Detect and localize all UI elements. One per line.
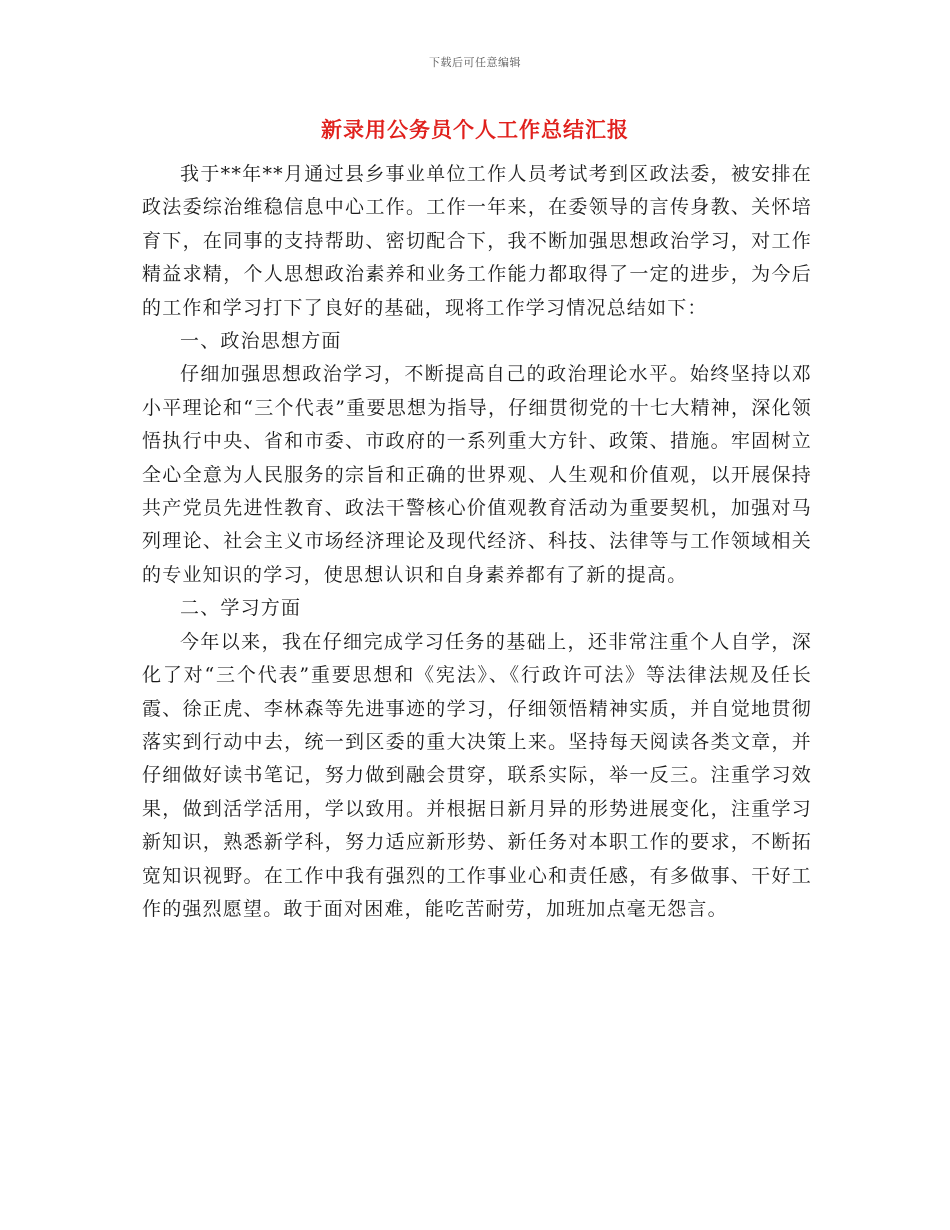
paragraph-intro: 我于**年**月通过县乡事业单位工作人员考试考到区政法委，被安排在政法委综治维稳信息中心工作。工作一年来，在委领导的言传身教、关怀培育下，在同事的支持帮助、密切配合下，我不断加强思想政治学习，对工作精益求精，个人思想政治素养和业务工作能力都取得了一定的进步，为今后的工作和学习打下了良好的基础，现将工作学习情况总结如下：	[142, 163, 812, 319]
section-heading-study: 二、学习方面	[180, 597, 302, 620]
document-body	[142, 158, 812, 926]
section-heading-political: 一、政治思想方面	[180, 330, 342, 353]
header-note: 下载后可任意编辑	[429, 56, 521, 69]
paragraph-study: 今年以来，我在仔细完成学习任务的基础上，还非常注重个人自学，深化了对“三个代表”重要思想和《宪法》、《行政许可法》等法律法规及任长霞、徐正虎、李林森等先进事迹的学习，仔细领悟精神实质，并自觉地贯彻落实到行动中去，统一到区委的重大决策上来。坚持每天阅读各类文章，并仔细做好读书笔记，努力做到融会贯穿，联系实际，举一反三。注重学习效果，做到活学活用，学以致用。并根据日新月异的形势进展变化，注重学习新知识，熟悉新学科，努力适应新形势、新任务对本职工作的要求，不断拓宽知识视野。在工作中我有强烈的工作事业心和责任感，有多做事、干好工作的强烈愿望。敢于面对困难，能吃苦耐劳，加班加点毫无怨言。	[142, 630, 812, 920]
paragraph-political: 仔细加强思想政治学习，不断提高自己的政治理论水平。始终坚持以邓小平理论和“三个代表”重要思想为指导，仔细贯彻党的十七大精神，深化领悟执行中央、省和市委、市政府的一系列重大方针、政策、措施。牢固树立全心全意为人民服务的宗旨和正确的世界观、人生观和价值观，以开展保持共产党员先进性教育、政法干警核心价值观教育活动为重要契机，加强对马列理论、社会主义市场经济理论及现代经济、科技、法律等与工作领域相关的专业知识的学习，使思想认识和自身素养都有了新的提高。	[142, 363, 812, 586]
document-title: 新录用公务员个人工作总结汇报	[321, 117, 629, 142]
